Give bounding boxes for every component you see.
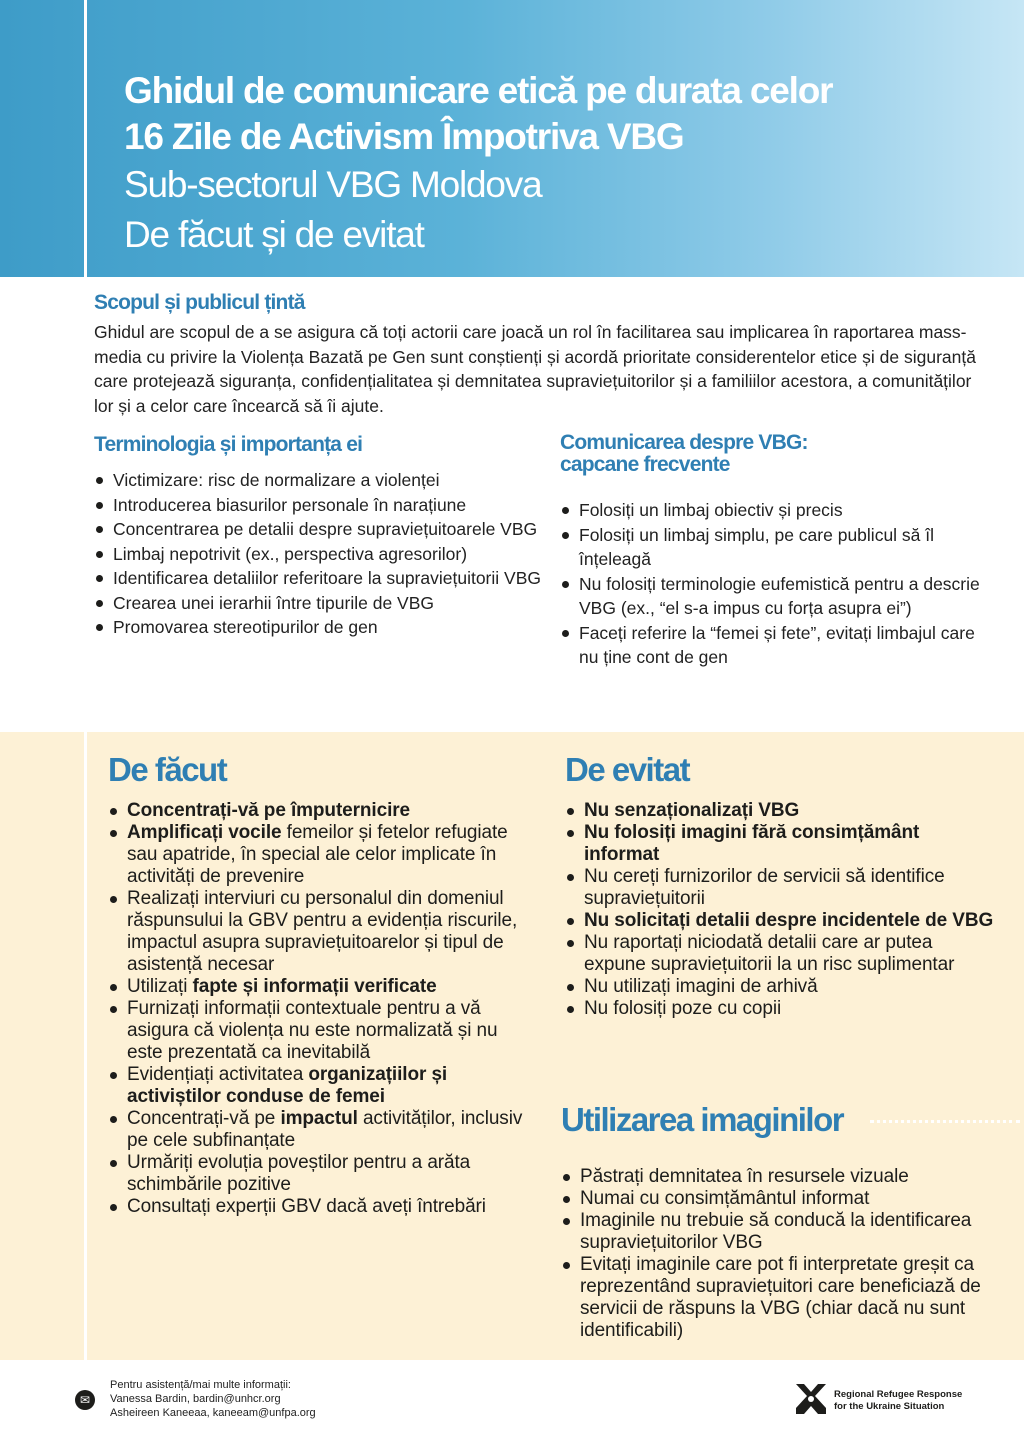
images-section bbox=[561, 1100, 1001, 1342]
terminology-section bbox=[94, 432, 544, 640]
header-title-block bbox=[124, 68, 924, 260]
rrp-logo-icon bbox=[792, 1380, 830, 1418]
donts-section bbox=[565, 750, 995, 1020]
title-line-1: Ghidul de comunicare etică pe durata celor bbox=[124, 70, 833, 111]
donts-heading: De evitat bbox=[565, 751, 690, 788]
images-list bbox=[561, 1166, 1001, 1342]
contact-label: Pentru asistență/mai multe informații: bbox=[110, 1379, 291, 1391]
list-item: Furnizați informații contextuale pentru a vă asigura că violența nu este normalizată și nu este prezentată ca inevitabilă bbox=[108, 998, 538, 1064]
list-item: Nu raportați niciodată detalii care ar putea expune supraviețuitorii la un risc suplimentar bbox=[565, 932, 995, 976]
dos-section bbox=[108, 750, 538, 1218]
terminology-heading: Terminologia și importanța ei bbox=[94, 433, 363, 456]
images-heading: Utilizarea imaginilor bbox=[561, 1101, 844, 1138]
pitfalls-section bbox=[560, 432, 980, 670]
list-item: Nu folosiți poze cu copii bbox=[565, 998, 995, 1020]
list-item: Utilizați fapte și informații verificate bbox=[108, 976, 538, 998]
header-divider bbox=[84, 0, 87, 277]
list-item: Concentrați-vă pe impactul activităților, inclusiv pe cele subfinanțate bbox=[108, 1108, 538, 1152]
list-item: Nu cereți furnizorilor de servicii să identifice supraviețuitorii bbox=[565, 866, 995, 910]
list-item: Crearea unei ierarhii între tipurile de VBG bbox=[94, 591, 544, 616]
rrp-line-2: for the Ukraine Situation bbox=[834, 1401, 945, 1412]
contact-1[interactable]: Vanessa Bardin, bardin@unhcr.org bbox=[110, 1393, 281, 1405]
terminology-list bbox=[94, 468, 544, 640]
list-item: Limbaj nepotrivit (ex., perspectiva agresorilor) bbox=[94, 542, 544, 567]
list-item: Nu solicitați detalii despre incidentele de VBG bbox=[565, 910, 995, 932]
pitfalls-heading-2: capcane frecvente bbox=[560, 453, 730, 476]
header-banner bbox=[0, 0, 1024, 277]
list-item: Nu senzaționalizați VBG bbox=[565, 800, 995, 822]
footer bbox=[0, 1360, 1024, 1449]
dos-list bbox=[108, 800, 538, 1218]
contact-info bbox=[110, 1378, 316, 1420]
list-item: Realizați interviuri cu personalul din domeniul răspunsului la GBV pentru a evidenția riscurile, impactul asupra supraviețuitoarelor și tipul de asistență necesar bbox=[108, 888, 538, 976]
intro-section bbox=[94, 290, 984, 418]
list-item: Faceți referire la “femei și fete”, evitați limbajul care nu ține cont de gen bbox=[560, 621, 980, 670]
list-item: Identificarea detaliilor referitoare la supraviețuitorii VBG bbox=[94, 566, 544, 591]
list-item: Folosiți un limbaj obiectiv și precis bbox=[560, 498, 980, 523]
list-item: Folosiți un limbaj simplu, pe care publicul să îl înțeleagă bbox=[560, 523, 980, 572]
list-item: Victimizare: risc de normalizare a violenței bbox=[94, 468, 544, 493]
list-item: Imaginile nu trebuie să conducă la identificarea supraviețuitorilor VBG bbox=[561, 1210, 1001, 1254]
list-item: Concentrați-vă pe împuternicire bbox=[108, 800, 538, 822]
list-item: Nu folosiți terminologie eufemistică pentru a descrie VBG (ex., “el s-a impus cu forța asupra ei”) bbox=[560, 572, 980, 621]
list-item: Nu utilizați imagini de arhivă bbox=[565, 976, 995, 998]
rrp-text bbox=[834, 1389, 962, 1413]
list-item: Numai cu consimțământul informat bbox=[561, 1188, 1001, 1210]
list-item: Concentrarea pe detalii despre supraviețuitoarele VBG bbox=[94, 517, 544, 542]
list-item: Nu folosiți imagini fără consimțământ informat bbox=[565, 822, 995, 866]
donts-list bbox=[565, 800, 995, 1020]
contact-icon: ✉ bbox=[75, 1390, 95, 1410]
pitfalls-heading-1: Comunicarea despre VBG: bbox=[560, 431, 808, 454]
list-item: Consultați experții GBV dacă aveți întrebări bbox=[108, 1196, 538, 1218]
subtitle: Sub-sectorul VBG Moldova bbox=[124, 164, 542, 205]
list-item: Urmăriți evoluția poveștilor pentru a arăta schimbările pozitive bbox=[108, 1152, 538, 1196]
list-item: Amplificați vocile femeilor și fetelor refugiate sau apatride, în special ale celor implicate în activități de prevenire bbox=[108, 822, 538, 888]
list-item: Evidențiați activitatea organizațiilor și activiștilor conduse de femei bbox=[108, 1064, 538, 1108]
rrp-logo bbox=[792, 1380, 972, 1420]
contact-2[interactable]: Asheireen Kaneeaa, kaneeam@unfpa.org bbox=[110, 1407, 316, 1419]
pitfalls-list bbox=[560, 498, 980, 670]
intro-text: Ghidul are scopul de a se asigura că toți actorii care joacă un rol în facilitarea sau implicarea în raportarea mass-media cu privire la Violența Bazată pe Gen sunt conștienți și acordă prioritate considerentelor etice și de siguranță care protejează siguranța, confidențialitatea și demnitatea supraviețuitorilor și a familiilor acestora, a comunităților lor și a celor care încearcă să îi ajute. bbox=[94, 322, 976, 416]
title-line-2: 16 Zile de Activism Împotriva VBG bbox=[124, 116, 684, 157]
list-item: Introducerea biasurilor personale în narațiune bbox=[94, 493, 544, 518]
subtitle-2: De făcut și de evitat bbox=[124, 214, 424, 255]
intro-heading: Scopul și publicul țintă bbox=[94, 291, 305, 314]
list-item: Evitați imaginile care pot fi interpretate greșit ca reprezentând supraviețuitori care beneficiază de servicii de răspuns la VBG (chiar dacă nu sunt identificabili) bbox=[561, 1254, 1001, 1342]
list-item: Păstrați demnitatea în resursele vizuale bbox=[561, 1166, 1001, 1188]
dos-heading: De făcut bbox=[108, 751, 227, 788]
rrp-line-1: Regional Refugee Response bbox=[834, 1389, 963, 1400]
panel-divider bbox=[84, 732, 87, 1360]
list-item: Promovarea stereotipurilor de gen bbox=[94, 615, 544, 640]
